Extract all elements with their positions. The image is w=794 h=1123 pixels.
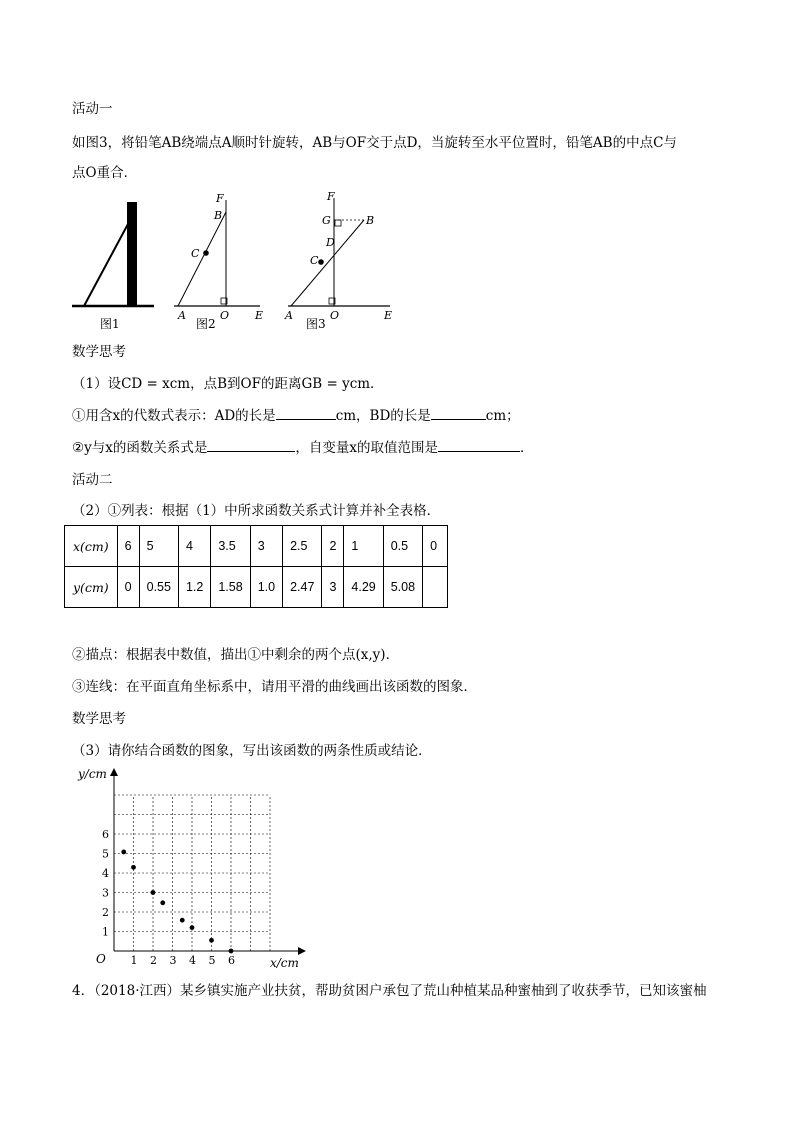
- fig3-caption: 图3: [306, 317, 326, 331]
- svg-text:C: C: [310, 254, 319, 267]
- answer-blank-domain[interactable]: [438, 439, 520, 452]
- activity1-text-line2: 点O重合．: [72, 165, 138, 181]
- table-cell: 2.5: [283, 526, 322, 567]
- table-cell: 1.2: [178, 567, 210, 608]
- x-tick-label: 5: [208, 954, 216, 967]
- svg-text:O: O: [330, 309, 340, 322]
- table-cell: 3: [322, 567, 344, 608]
- fig1-caption: 图1: [100, 317, 120, 331]
- x-tick-label: 2: [150, 954, 157, 967]
- think2-heading: 数学思考: [72, 711, 126, 727]
- table-cell: 2.47: [283, 567, 322, 608]
- x-tick-label: 3: [169, 954, 177, 967]
- coordinate-graph: [60, 762, 320, 976]
- y-tick-label: 5: [102, 847, 109, 861]
- question-3: （3）请你结合函数的图象，写出该函数的两条性质或结论．: [72, 743, 432, 759]
- svg-text:A: A: [178, 309, 186, 322]
- activity2-heading: 活动二: [72, 472, 113, 488]
- table-cell: 1.0: [250, 567, 282, 608]
- think1-heading: 数学思考: [72, 344, 126, 360]
- point-c-fig3: [318, 259, 324, 265]
- y-axis-arrow: [110, 768, 118, 776]
- y-axis-label: y/cm: [78, 767, 107, 781]
- svg-text:F: F: [216, 192, 224, 205]
- svg-text:C: C: [191, 247, 200, 260]
- table-cell: 5.08: [383, 567, 422, 608]
- svg-text:F: F: [327, 190, 335, 203]
- y-tick-label: 3: [102, 886, 109, 900]
- table-cell: 4.29: [344, 567, 383, 608]
- table-cell: 3.5: [211, 526, 250, 567]
- table-row-y: [65, 567, 448, 608]
- answer-blank-bd[interactable]: [431, 407, 486, 420]
- y-tick-label: 2: [102, 906, 109, 919]
- table-cell: 1.58: [211, 567, 250, 608]
- svg-text:G: G: [322, 214, 331, 227]
- data-point: [190, 925, 195, 930]
- svg-text:O: O: [220, 309, 230, 322]
- x-tick-label: 4: [189, 954, 196, 967]
- x-tick-label: 1: [130, 954, 138, 967]
- y-header: y(cm): [65, 567, 118, 608]
- question-2: （2）①列表：根据（1）中所求函数关系式计算并补全表格．: [72, 503, 441, 519]
- table-cell: 6: [117, 526, 139, 567]
- svg-text:D: D: [326, 236, 335, 249]
- values-table: [64, 525, 448, 608]
- data-point: [121, 850, 126, 855]
- x-axis-arrow: [298, 947, 306, 955]
- figure-3: [284, 190, 392, 331]
- y-tick-label: 6: [102, 828, 109, 841]
- activity1-heading: 活动一: [72, 101, 113, 117]
- question-1b: ②y与x的函数关系式是 ，自变量x的取值范围是 ．: [72, 440, 534, 456]
- data-point: [131, 865, 136, 870]
- step-plot: ②描点：根据表中数值，描出①中剩余的两个点(x,y)．: [72, 647, 400, 663]
- x-header: x(cm): [65, 526, 118, 567]
- next-problem: 4．（2018·江西）某乡镇实施产业扶贫，帮助贫困户承包了荒山种植某品种蜜柚到了收获季节，已知该蜜柚: [72, 983, 707, 999]
- answer-blank-function[interactable]: [207, 439, 295, 452]
- x-axis-label: x/cm: [270, 956, 299, 970]
- question-1a: ①用含x的代数式表示：AD的长是 cm，BD的长是 cm；: [72, 408, 520, 424]
- question-1: （1）设CD = xcm，点B到OF的距离GB = ycm．: [72, 376, 384, 392]
- fig2-caption: 图2: [196, 317, 216, 331]
- origin-label: O: [96, 952, 106, 966]
- table-cell: 0: [423, 526, 448, 567]
- data-point: [229, 949, 234, 954]
- table-cell: 0.5: [383, 526, 422, 567]
- figure-2: [174, 192, 263, 331]
- table-cell: 5: [139, 526, 178, 567]
- table-cell: 0: [117, 567, 139, 608]
- step-connect: ③连线：在平面直角坐标系中，请用平滑的曲线画出该函数的图象．: [72, 679, 477, 695]
- table-cell: 0.55: [139, 567, 178, 608]
- svg-text:E: E: [255, 309, 264, 322]
- table-cell-empty[interactable]: [423, 567, 448, 608]
- svg-text:B: B: [366, 214, 375, 227]
- data-point: [209, 938, 214, 943]
- data-point: [151, 890, 156, 895]
- x-tick-label: 6: [228, 954, 235, 967]
- figure-1: [72, 202, 154, 331]
- point-c-fig2: [203, 250, 209, 256]
- table-cell: 1: [344, 526, 383, 567]
- activity1-text-line1: 如图3，将铅笔AB绕端点A顺时针旋转，AB与OF交于点D，当旋转至水平位置时，铅笔AB的中点C与: [72, 135, 677, 151]
- table-cell: 3: [250, 526, 282, 567]
- data-point: [160, 900, 165, 905]
- y-tick-label: 4: [102, 867, 109, 880]
- y-tick-label: 1: [102, 925, 109, 939]
- table-cell: 2: [322, 526, 344, 567]
- table-cell: 4: [178, 526, 210, 567]
- answer-blank-ad[interactable]: [276, 407, 336, 420]
- figures-1-3: [64, 186, 404, 334]
- svg-text:E: E: [384, 309, 393, 322]
- svg-text:A: A: [285, 309, 293, 322]
- table-row-x: [65, 526, 448, 567]
- data-point: [180, 918, 185, 923]
- svg-text:B: B: [214, 209, 223, 222]
